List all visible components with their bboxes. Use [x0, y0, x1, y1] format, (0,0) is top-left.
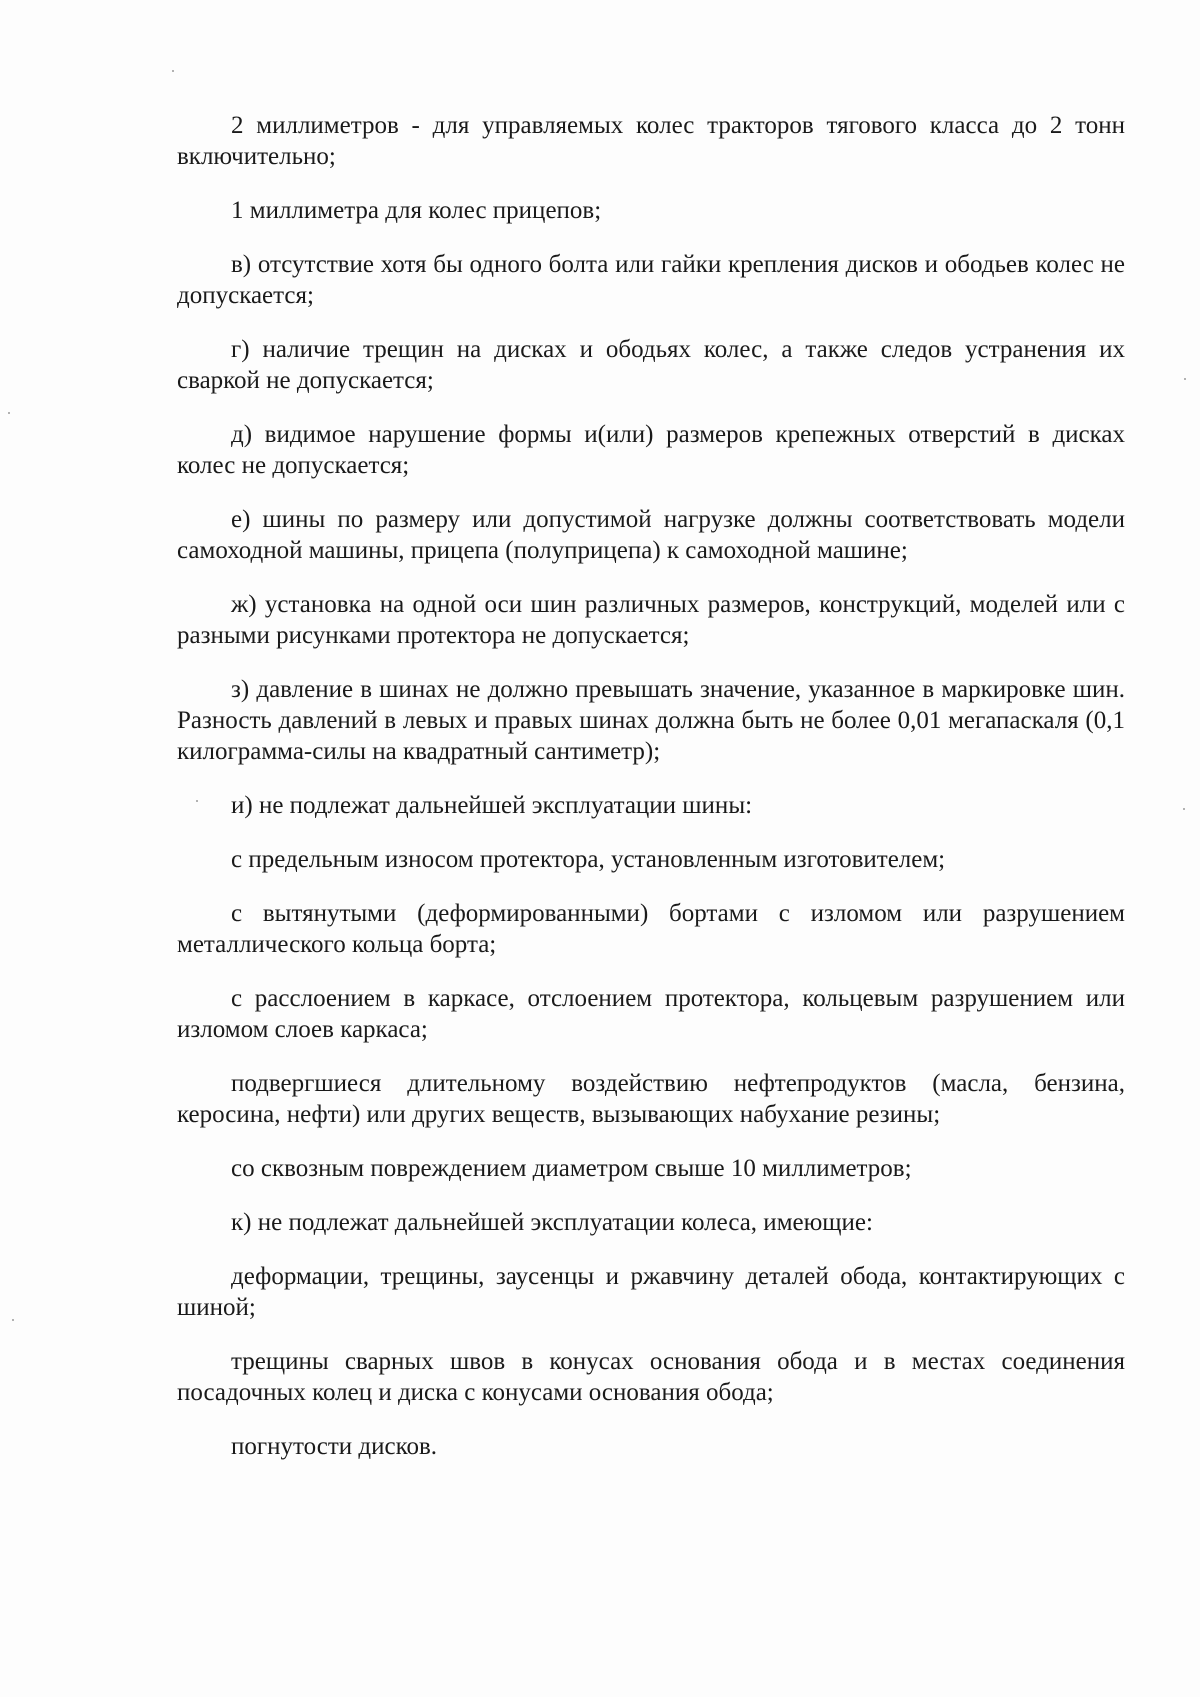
paragraph: з) давление в шинах не должно превышать значение, указанное в маркировке шин. Разность давлений в левых и правых шинах должна быть не более 0,01 мегапаскаля (0,1 килограмма-силы на квадратный сантиметр);: [177, 676, 1125, 765]
paragraph: и) не подлежат дальнейшей эксплуатации шины:: [231, 792, 753, 819]
paragraph: 2 миллиметров - для управляемых колес тракторов тягового класса до 2 тонн включительно;: [177, 112, 1125, 170]
paragraph: с предельным износом протектора, установленным изготовителем;: [231, 846, 946, 873]
paragraph: ж) установка на одной оси шин различных размеров, конструкций, моделей или с разными рисунками протектора не допускается;: [177, 591, 1125, 649]
paragraph: со сквозным повреждением диаметром свыше 10 миллиметров;: [231, 1155, 912, 1182]
scan-speck: [12, 1319, 14, 1321]
paragraph: к) не подлежат дальнейшей эксплуатации колеса, имеющие:: [231, 1209, 873, 1236]
paragraph: с расслоением в каркасе, отслоением протектора, кольцевым разрушением или изломом слоев каркаса;: [177, 985, 1125, 1043]
paragraph: деформации, трещины, заусенцы и ржавчину деталей обода, контактирующих с шиной;: [177, 1263, 1125, 1321]
paragraph: 1 миллиметра для колес прицепов;: [231, 197, 602, 224]
paragraph: в) отсутствие хотя бы одного болта или гайки крепления дисков и ободьев колес не допускается;: [177, 251, 1125, 309]
paragraph: д) видимое нарушение формы и(или) размеров крепежных отверстий в дисках колес не допускается;: [177, 421, 1125, 479]
paragraph: подвергшиеся длительному воздействию нефтепродуктов (масла, бензина, керосина, нефти) или других веществ, вызывающих набухание резины;: [177, 1070, 1125, 1128]
scan-speck: [1184, 378, 1186, 380]
paragraph: г) наличие трещин на дисках и ободьях колес, а также следов устранения их сваркой не допускается;: [177, 336, 1125, 394]
paragraph: е) шины по размеру или допустимой нагрузке должны соответствовать модели самоходной машины, прицепа (полуприцепа) к самоходной машине;: [177, 506, 1125, 564]
document-body: [177, 110, 1125, 1462]
paragraph: с вытянутыми (деформированными) бортами с изломом или разрушением металлического кольца борта;: [177, 900, 1125, 958]
paragraph: трещины сварных швов в конусах основания обода и в местах соединения посадочных колец и диска с конусами основания обода;: [177, 1348, 1125, 1406]
scan-speck: [1183, 808, 1185, 810]
paragraph: погнутости дисков.: [231, 1433, 438, 1460]
scan-speck: [172, 70, 174, 72]
scan-speck: [8, 412, 10, 414]
